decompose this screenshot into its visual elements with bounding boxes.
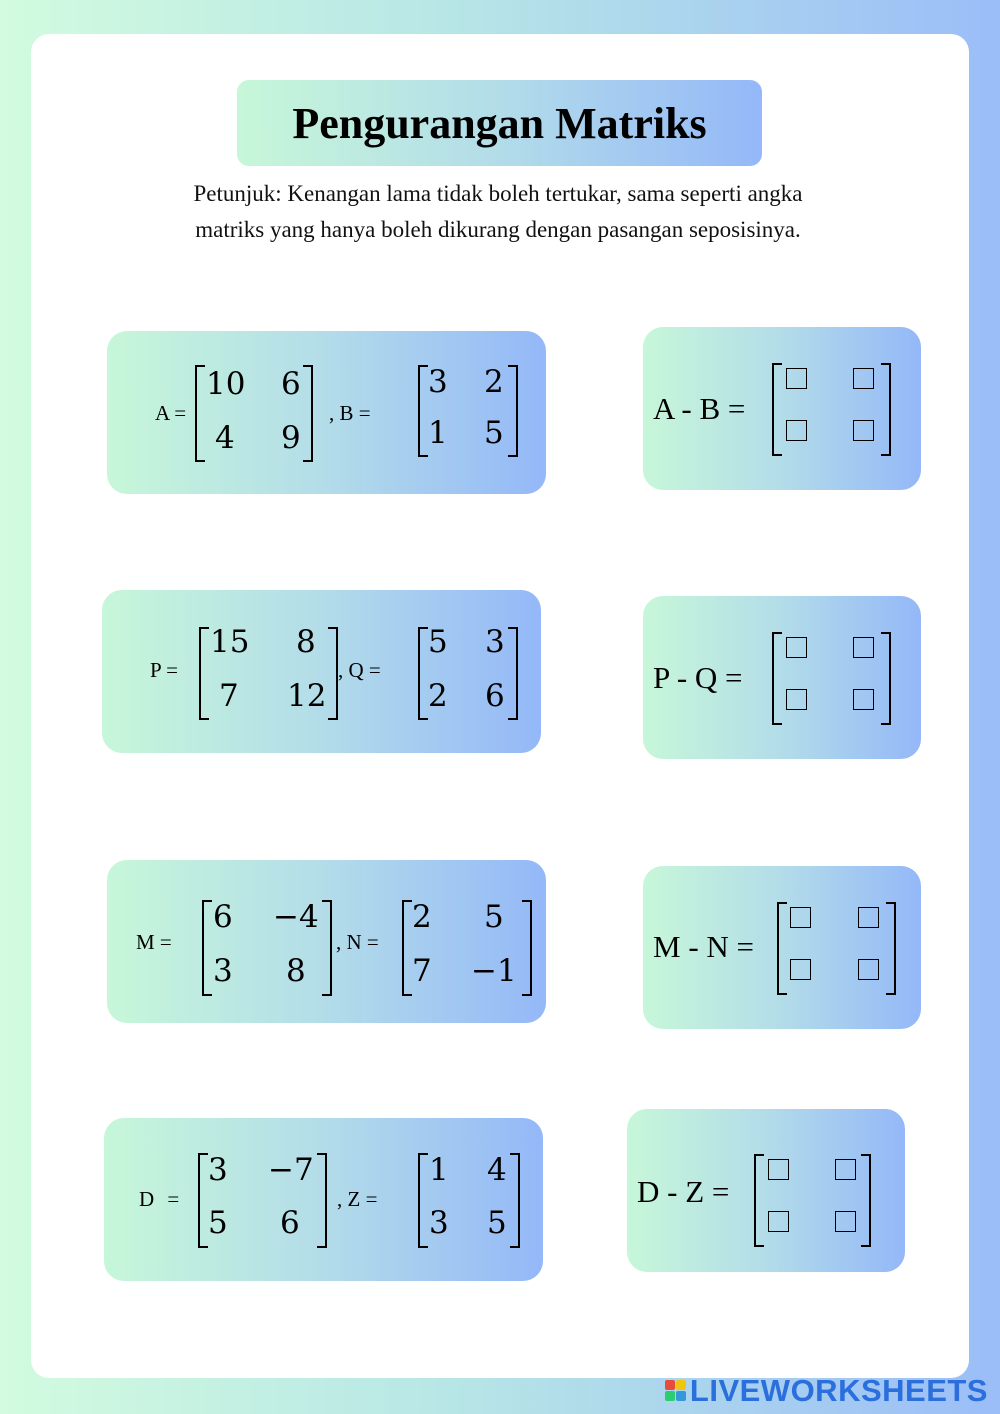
- answer-blank[interactable]: [858, 907, 879, 928]
- instructions: [100, 176, 896, 248]
- matrix-n-cell: 7: [412, 953, 432, 989]
- matrix-a-cell: 4: [215, 420, 235, 456]
- answer-label: M - N =: [653, 929, 755, 964]
- matrix-d-label: D =: [139, 1187, 180, 1211]
- matrix-m-label: M =: [136, 930, 172, 954]
- matrix-a-cell: 9: [281, 420, 301, 456]
- matrix-d-cell: 3: [208, 1152, 228, 1188]
- left-bracket: [777, 902, 787, 995]
- right-bracket: [322, 900, 332, 996]
- right-bracket: [317, 1153, 327, 1248]
- matrix-n-cell: −1: [471, 953, 517, 989]
- left-bracket: [198, 1153, 208, 1248]
- right-bracket: [328, 627, 338, 720]
- left-bracket: [772, 632, 782, 725]
- left-bracket: [772, 363, 782, 456]
- matrix-p-cell: 7: [219, 678, 239, 714]
- matrix-q-label: , Q =: [338, 658, 381, 682]
- left-bracket: [199, 627, 209, 720]
- problem-card-1: [107, 331, 546, 494]
- matrix-z-cell: 3: [429, 1205, 449, 1241]
- answer-label: P - Q =: [653, 660, 743, 695]
- matrix-p-cell: 15: [210, 624, 250, 660]
- answer-blank[interactable]: [835, 1211, 856, 1232]
- answer-blank[interactable]: [786, 689, 807, 710]
- matrix-q-cell: 5: [428, 624, 448, 660]
- right-bracket: [881, 632, 891, 725]
- answer-blank[interactable]: [768, 1159, 789, 1180]
- matrix-m-cell: 8: [286, 953, 306, 989]
- answer-blank[interactable]: [853, 689, 874, 710]
- logo-text: LIVEWORKSHEETS: [689, 1373, 988, 1408]
- left-bracket: [202, 900, 212, 996]
- right-bracket: [886, 902, 896, 995]
- problem-card-4: [104, 1118, 543, 1281]
- logo-square-icon: [665, 1391, 675, 1401]
- answer-blank[interactable]: [853, 637, 874, 658]
- matrix-d-cell: 6: [280, 1205, 300, 1241]
- logo-square-icon: [676, 1380, 686, 1390]
- answer-blank[interactable]: [786, 637, 807, 658]
- matrix-a-cell: 6: [281, 366, 301, 402]
- answer-label: D - Z =: [637, 1174, 730, 1209]
- matrix-z-cell: 4: [487, 1152, 507, 1188]
- matrix-b-cell: 1: [428, 415, 448, 451]
- matrix-q-cell: 6: [485, 678, 505, 714]
- answer-card-2: [643, 596, 921, 759]
- left-bracket: [418, 627, 428, 720]
- matrix-p-cell: 8: [296, 624, 316, 660]
- matrix-z-label: , Z =: [337, 1187, 378, 1211]
- answer-blank[interactable]: [853, 420, 874, 441]
- page-title: Pengurangan Matriks: [292, 98, 707, 148]
- right-bracket: [508, 627, 518, 720]
- right-bracket: [861, 1154, 871, 1247]
- right-bracket: [303, 365, 313, 462]
- answer-card-1: [643, 327, 921, 490]
- answer-blank[interactable]: [786, 420, 807, 441]
- answer-card-3: [643, 866, 921, 1029]
- matrix-q-cell: 2: [428, 678, 448, 714]
- answer-label: A - B =: [653, 391, 746, 426]
- matrix-n-cell: 5: [484, 899, 504, 935]
- instruction-line-2: matriks yang hanya boleh dikurang dengan pasangan seposisinya.: [195, 217, 801, 242]
- answer-blank[interactable]: [853, 368, 874, 389]
- logo-square-icon: [665, 1380, 675, 1390]
- matrix-p-label: P =: [150, 658, 178, 682]
- answer-card-4: [627, 1109, 905, 1272]
- answer-blank[interactable]: [790, 907, 811, 928]
- answer-blank[interactable]: [768, 1211, 789, 1232]
- right-bracket: [508, 365, 518, 457]
- logo-mark-icon: [665, 1380, 686, 1401]
- matrix-a-label: A =: [155, 401, 187, 425]
- left-bracket: [418, 1153, 428, 1248]
- matrix-d-cell: 5: [208, 1205, 228, 1241]
- matrix-m-cell: −4: [273, 899, 319, 935]
- matrix-b-cell: 5: [484, 415, 504, 451]
- right-bracket: [522, 900, 532, 996]
- matrix-z-cell: 1: [429, 1152, 449, 1188]
- title-banner: [237, 80, 762, 166]
- matrix-b-label: , B =: [329, 401, 371, 425]
- matrix-p-cell: 12: [287, 678, 327, 714]
- answer-blank[interactable]: [790, 959, 811, 980]
- matrix-b-cell: 3: [428, 364, 448, 400]
- matrix-n-label: , N =: [336, 930, 379, 954]
- left-bracket: [402, 900, 412, 996]
- problem-card-3: [107, 860, 546, 1023]
- matrix-m-cell: 6: [213, 899, 233, 935]
- matrix-m-cell: 3: [213, 953, 233, 989]
- matrix-n-cell: 2: [412, 899, 432, 935]
- left-bracket: [418, 365, 428, 457]
- left-bracket: [195, 365, 205, 462]
- answer-blank[interactable]: [835, 1159, 856, 1180]
- problem-card-2: [102, 590, 541, 753]
- instruction-line-1: Petunjuk: Kenangan lama tidak boleh tertukar, sama seperti angka: [193, 181, 803, 206]
- right-bracket: [510, 1153, 520, 1248]
- matrix-b-cell: 2: [484, 364, 504, 400]
- left-bracket: [754, 1154, 764, 1247]
- matrix-a-cell: 10: [206, 366, 246, 402]
- right-bracket: [881, 363, 891, 456]
- answer-blank[interactable]: [786, 368, 807, 389]
- logo-square-icon: [676, 1391, 686, 1401]
- matrix-d-cell: −7: [268, 1152, 314, 1188]
- answer-blank[interactable]: [858, 959, 879, 980]
- matrix-q-cell: 3: [485, 624, 505, 660]
- matrix-z-cell: 5: [487, 1205, 507, 1241]
- liveworksheets-logo: [665, 1375, 988, 1406]
